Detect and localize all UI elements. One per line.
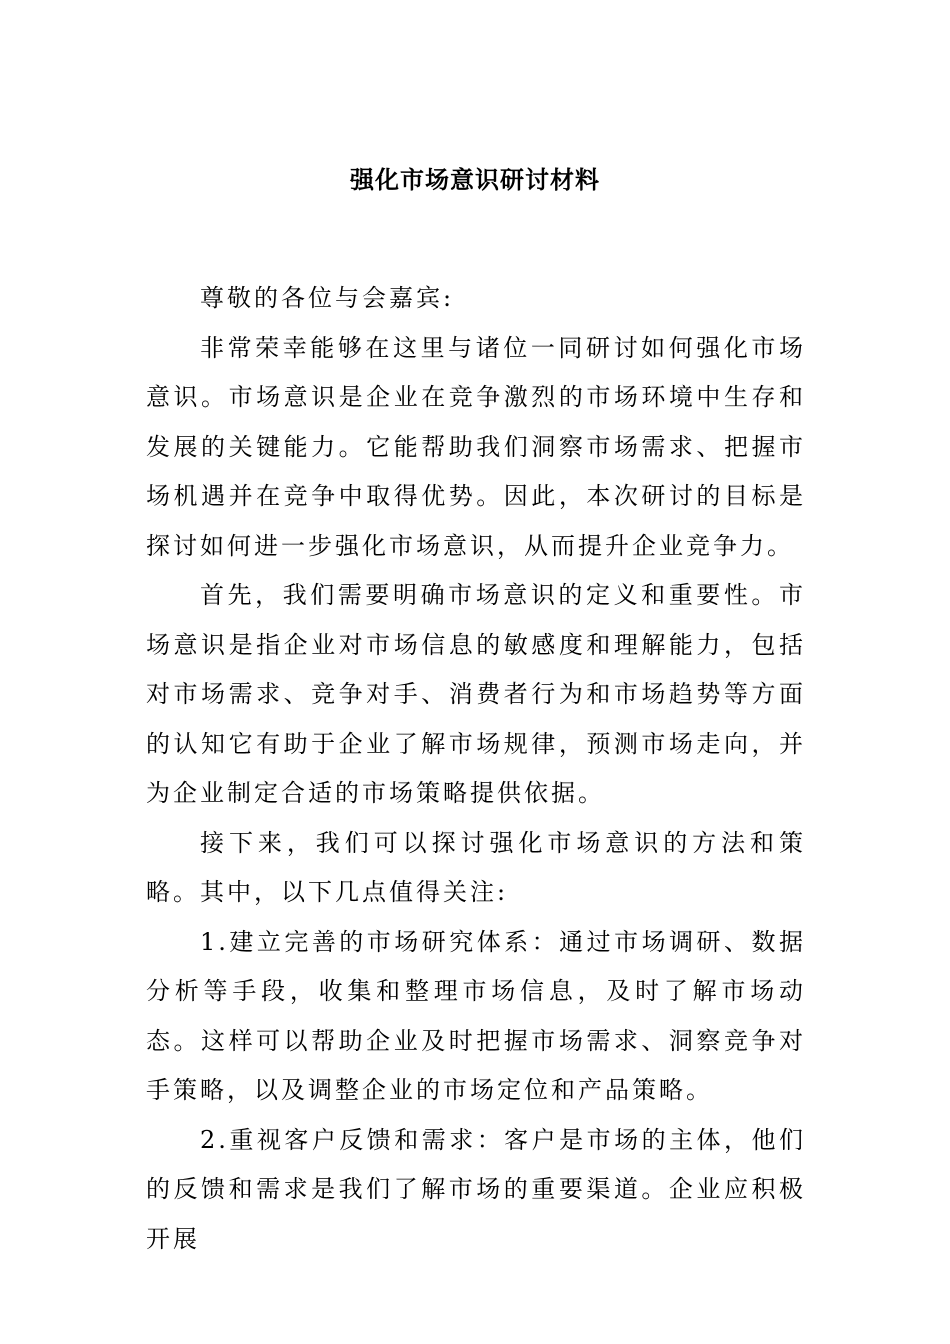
paragraph-point-2: 2.重视客户反馈和需求：客户是市场的主体，他们的反馈和需求是我们了解市场的重要渠道。企业应积极开展 (146, 1125, 806, 1253)
paragraph-point-1: 1.建立完善的市场研究体系：通过市场调研、数据分析等手段，收集和整理市场信息，及时了解市场动态。这样可以帮助企业及时把握市场需求、洞察竞争对手策略，以及调整企业的市场定位和产品策略。 (146, 927, 806, 1104)
paragraph-definition: 首先，我们需要明确市场意识的定义和重要性。市场意识是指企业对市场信息的敏感度和理解能力，包括对市场需求、竞争对手、消费者行为和市场趋势等方面的认知它有助于企业了解市场规律，预测市场走向，并为企业制定合适的市场策略提供依据。 (146, 581, 806, 807)
document-body (146, 274, 806, 1264)
paragraph-greeting: 尊敬的各位与会嘉宾: (200, 284, 455, 312)
paragraph-methods: 接下来，我们可以探讨强化市场意识的方法和策略。其中，以下几点值得关注: (146, 828, 806, 906)
paragraph-intro: 非常荣幸能够在这里与诸位一同研讨如何强化市场意识。市场意识是企业在竞争激烈的市场环境中生存和发展的关键能力。它能帮助我们洞察市场需求、把握市场机遇并在竞争中取得优势。因此，本次研讨的目标是探讨如何进一步强化市场意识，从而提升企业竞争力。 (146, 333, 806, 560)
document-title: 强化市场意识研讨材料 (350, 165, 600, 194)
